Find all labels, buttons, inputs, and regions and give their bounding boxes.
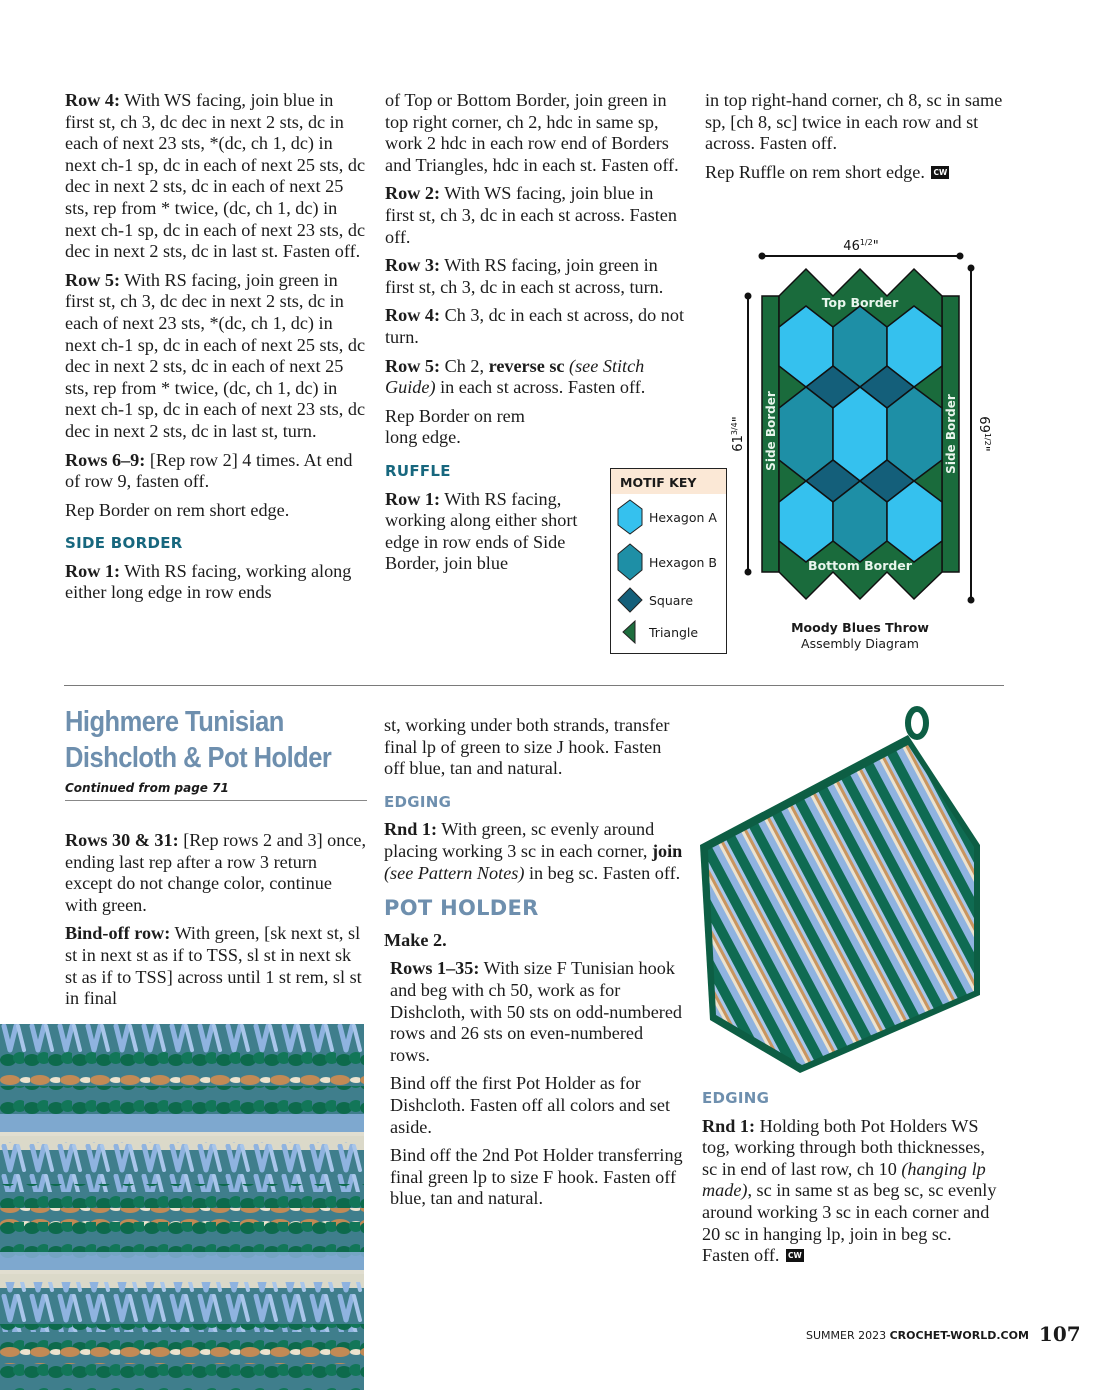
article-title-block: [65, 704, 367, 795]
width-label: $46^{1/2}$": [843, 238, 879, 254]
rep-border-long-edge: Rep Border on rem long edge.: [385, 405, 525, 448]
bind-off-row-instruction: Bind-off row: With green, [sk next st, sl st in next st as if to TSS, sl st in next sk st as if to TSS] across until 1 st rem, sl st in final: [65, 923, 362, 1009]
side-border-row-5: Row 5: Ch 2, reverse sc (see Stitch Guide) in each st across. Fasten off.: [385, 355, 646, 398]
inner-height-dimension: [730, 293, 752, 576]
ruffle-continued: in top right-hand corner, ch 8, sc in same sp, [ch 8, sc] twice in each row and st across. Fasten off.: [705, 90, 1003, 154]
issue-label: SUMMER 2023: [806, 1329, 890, 1342]
square-icon: [617, 587, 643, 613]
edging-2-rnd-1: Rnd 1: Holding both Pot Holders WS tog, working through both thicknesses, sc in end of last row, ch 10 (hanging lp made), sc in same st as beg sc, sc evenly around working 3 sc in each corner and 20 sc in hanging lp, join in beg sc. Fasten off. CW: [702, 1115, 997, 1266]
inner-height-label: $61^{3/4}$": [730, 416, 746, 452]
row-5-instruction: Row 5: With RS facing, join green in first st, ch 3, dc dec in next 2 sts, dc in each of next 23 sts, *(dc, ch 1, dc) in next ch-1 sp, dc in each of next 25 sts, dc dec in next 2 sts, dc in each of next 25 sts, rep from * twice, (dc, ch 1, dc) in next ch-1 sp, dc in each of next 23 sts, dc dec in next 2 sts, dc in last st, turn.: [65, 269, 366, 441]
article-title-line-1: Highmere Tunisian: [65, 706, 284, 738]
diagram-caption: [770, 620, 950, 652]
diagram-caption-subtitle: Assembly Diagram: [801, 636, 919, 651]
swatch-stripes: [0, 1024, 364, 1390]
pot-holder-photo: [690, 695, 982, 1093]
bind-off-first-note: Bind off the first Pot Holder as for Dishcloth. Fasten off all colors and set aside.: [390, 1073, 671, 1137]
side-border-heading: SIDE BORDER: [65, 534, 183, 553]
article-column-1: [65, 830, 367, 1017]
side-border-row-3: Row 3: With RS facing, join green in first st, ch 3, dc in each st across, turn.: [385, 255, 664, 297]
edging-2-heading: EDGING: [702, 1089, 770, 1107]
top-border-label: Top Border: [821, 295, 899, 310]
bind-off-second-note: Bind off the 2nd Pot Holder transferring final green lp to size F hook. Fasten off blue, tan and natural.: [390, 1145, 683, 1209]
legend-item-square: Square: [617, 587, 693, 613]
stitch-swatch-photo: [0, 1024, 364, 1390]
outer-height-dimension: [968, 265, 993, 604]
side-border-row-1: Row 1: With RS facing, working along either long edge in row ends: [65, 560, 352, 603]
legend-item-hexagon-a: Hexagon A: [617, 499, 717, 535]
rows-30-31-instruction: Rows 30 & 31: [Rep rows 2 and 3] once, ending last rep after a row 3 return except do not change color, continue with green.: [65, 830, 367, 915]
page-number: 107: [1038, 1322, 1081, 1346]
motif-key-title: MOTIF KEY: [611, 469, 726, 494]
legend-item-triangle: Triangle: [617, 619, 698, 645]
right-side-border-label: Side Border: [944, 394, 958, 474]
bind-off-continued: st, working under both strands, transfer final lp of green to size J hook. Fasten off blue, tan and natural.: [384, 715, 670, 779]
rows-1-35-instruction: Rows 1–35: With size F Tunisian hook and beg with ch 50, work as for Dishcloth, with 50 sts on odd-numbered rows and 26 sts on even-numbered rows.: [390, 958, 682, 1065]
ruffle-row-1: Row 1: With RS facing, working along either short edge in row ends of Side Border, join blue: [385, 488, 578, 574]
article-title-line-2: Dishcloth & Pot Holder: [65, 742, 332, 774]
diagram-caption-title: Moody Blues Throw: [791, 620, 929, 635]
outer-height-label: $69^{1/2}$": [976, 416, 992, 452]
column-3-text: [705, 90, 1005, 190]
rep-ruffle-note: Rep Ruffle on rem short edge. CW: [705, 161, 948, 182]
assembly-diagram: [725, 230, 1005, 660]
end-mark-icon: CW: [788, 1251, 802, 1261]
make-2-note: Make 2.: [384, 929, 447, 950]
row-4-instruction: Row 4: With WS facing, join blue in first st, ch 3, dc dec in next 2 sts, dc in each of next 23 sts, *(dc, ch 1, dc) in next ch-1 sp, dc in each of next 25 sts, dc dec in next 2 sts, dc in each of next 25 sts, rep from * twice, (dc, ch 1, dc) in next ch-1 sp, dc in each of next 23 sts, dc dec in next 2 sts, dc in last st. Fasten off.: [65, 90, 366, 262]
legend-item-hexagon-b: Hexagon B: [617, 543, 717, 581]
page-footer: [806, 1322, 1081, 1346]
continued-from-note: Continued from page 71: [65, 781, 229, 795]
article-column-2: [384, 715, 684, 1217]
title-underline: [65, 800, 367, 801]
pot-holder-body: [708, 745, 974, 1065]
ruffle-heading: RUFFLE: [385, 461, 451, 480]
hexagon-b-icon: [617, 543, 643, 581]
width-dimension: [759, 238, 964, 260]
motif-key-legend: [610, 468, 727, 654]
rows-6-9-instruction: Rows 6–9: [Rep row 2] 4 times. At end of row 9, fasten off.: [65, 449, 353, 492]
side-border-row-4: Row 4: Ch 3, dc in each st across, do not turn.: [385, 305, 685, 347]
rep-border-note: Rep Border on rem short edge.: [65, 499, 290, 520]
site-url: CROCHET-WORLD.COM: [889, 1329, 1029, 1342]
column-1-text: [65, 90, 365, 611]
edging-heading: EDGING: [384, 792, 452, 811]
hexagon-a-icon: [617, 499, 643, 535]
edging-rnd-1: Rnd 1: With green, sc evenly around placing working 3 sc in each corner, join (see Pattern Notes) in beg sc. Fasten off.: [384, 819, 683, 883]
triangle-icon: [617, 619, 643, 645]
pot-holder-instructions: [384, 958, 684, 1210]
pot-holder-heading: POT HOLDER: [384, 896, 539, 921]
side-border-continued: of Top or Bottom Border, join green in top right corner, ch 2, hdc in same sp, work 2 hdc in each row end of Borders and Triangles, hdc in each st. Fasten off.: [385, 90, 679, 175]
left-side-border-label: Side Border: [764, 391, 778, 471]
article-column-3: [702, 1088, 1002, 1274]
section-divider: [64, 685, 1004, 686]
side-border-row-2: Row 2: With WS facing, join blue in first st, ch 3, dc in each st across. Fasten off.: [385, 183, 677, 247]
hanging-loop: [908, 709, 926, 737]
end-mark-icon: CW: [933, 167, 948, 177]
bottom-border-label: Bottom Border: [808, 558, 912, 573]
